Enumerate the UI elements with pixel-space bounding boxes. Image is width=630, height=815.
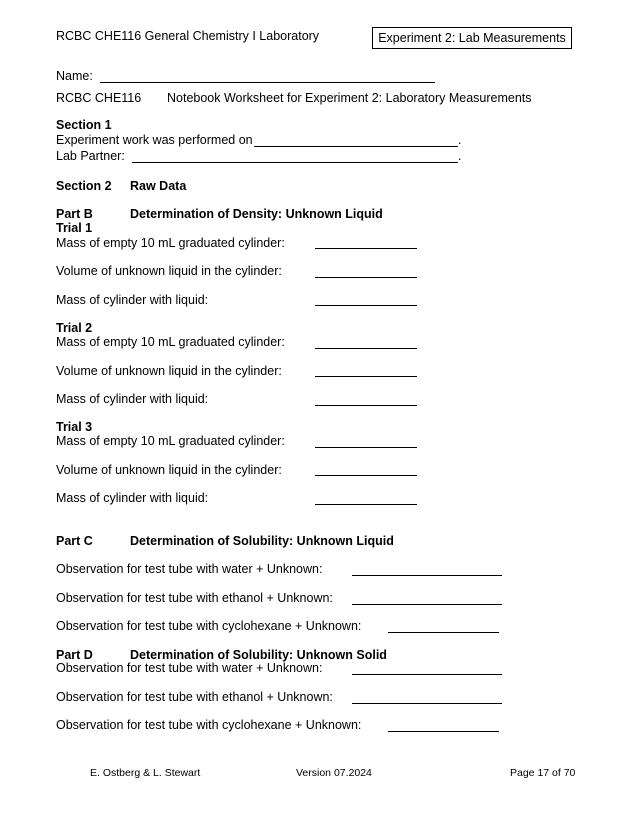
part-d-row-1-label: Observation for test tube with water + Unknown: — [56, 661, 323, 675]
trial-2-row-3-blank[interactable] — [315, 405, 417, 406]
performed-on-label: Experiment work was performed on — [56, 133, 253, 147]
part-d-row-3-blank[interactable] — [388, 731, 499, 732]
part-c-title: Determination of Solubility: Unknown Liquid — [130, 534, 394, 548]
worksheet-title: Notebook Worksheet for Experiment 2: Laboratory Measurements — [167, 91, 532, 105]
trial-2-row-3-label: Mass of cylinder with liquid: — [56, 392, 209, 406]
section2-title: Raw Data — [130, 179, 187, 193]
part-d-row-3-label: Observation for test tube with cyclohexane + Unknown: — [56, 718, 362, 732]
trial-1-row-3-blank[interactable] — [315, 305, 417, 306]
name-label: Name: — [56, 69, 93, 83]
trial-2-row-2-label: Volume of unknown liquid in the cylinder: — [56, 364, 282, 378]
trial-2-row-1-blank[interactable] — [315, 348, 417, 349]
part-c-row-3-blank[interactable] — [388, 632, 499, 633]
trial-3-row-3-label: Mass of cylinder with liquid: — [56, 491, 209, 505]
trial-3-row-1-blank[interactable] — [315, 447, 417, 448]
lab-partner-blank[interactable] — [132, 162, 458, 163]
part-d-row-2-label: Observation for test tube with ethanol + Unknown: — [56, 690, 333, 704]
trial-1-row-2-blank[interactable] — [315, 277, 417, 278]
worksheet-course: RCBC CHE116 — [56, 91, 142, 105]
part-c-row-2-label: Observation for test tube with ethanol + Unknown: — [56, 591, 333, 605]
lab-partner-label: Lab Partner: — [56, 149, 125, 163]
part-d-row-1-blank[interactable] — [352, 674, 502, 675]
part-c-row-1-label: Observation for test tube with water + Unknown: — [56, 562, 323, 576]
part-c-label: Part C — [56, 534, 93, 548]
trial-1-row-1-label: Mass of empty 10 mL graduated cylinder: — [56, 236, 285, 250]
trial-3-heading: Trial 3 — [56, 420, 93, 434]
part-b-label: Part B — [56, 207, 93, 221]
experiment-label: Experiment 2: Lab Measurements — [378, 31, 566, 45]
part-d-row-2-blank[interactable] — [352, 703, 502, 704]
performed-on-blank[interactable] — [254, 146, 458, 147]
section2-heading: Section 2 — [56, 179, 112, 193]
course-title: RCBC CHE116 General Chemistry I Laboratory — [56, 29, 320, 43]
trial-1-row-3-label: Mass of cylinder with liquid: — [56, 293, 209, 307]
part-c-row-3-label: Observation for test tube with cyclohexane + Unknown: — [56, 619, 362, 633]
trial-2-row-2-blank[interactable] — [315, 376, 417, 377]
footer-version: Version 07.2024 — [296, 767, 372, 779]
part-c-row-1-blank[interactable] — [352, 575, 502, 576]
section1-heading: Section 1 — [56, 118, 112, 132]
footer-page-number: Page 17 of 70 — [510, 767, 576, 779]
performed-on-period: . — [458, 133, 462, 147]
part-d-title: Determination of Solubility: Unknown Solid — [130, 648, 387, 662]
trial-2-heading: Trial 2 — [56, 321, 93, 335]
trial-3-row-1-label: Mass of empty 10 mL graduated cylinder: — [56, 434, 285, 448]
part-b-title: Determination of Density: Unknown Liquid — [130, 207, 383, 221]
trial-3-row-2-label: Volume of unknown liquid in the cylinder: — [56, 463, 282, 477]
trial-3-row-2-blank[interactable] — [315, 475, 417, 476]
part-d-label: Part D — [56, 648, 93, 662]
trial-1-row-2-label: Volume of unknown liquid in the cylinder: — [56, 264, 282, 278]
part-c-row-2-blank[interactable] — [352, 604, 502, 605]
trial-3-row-3-blank[interactable] — [315, 504, 417, 505]
trial-2-row-1-label: Mass of empty 10 mL graduated cylinder: — [56, 335, 285, 349]
trial-1-row-1-blank[interactable] — [315, 248, 417, 249]
lab-partner-period: . — [458, 149, 462, 163]
trial-1-heading: Trial 1 — [56, 221, 93, 235]
experiment-label-box — [372, 27, 572, 49]
name-blank[interactable] — [100, 82, 435, 83]
footer-authors: E. Ostberg & L. Stewart — [90, 767, 201, 779]
